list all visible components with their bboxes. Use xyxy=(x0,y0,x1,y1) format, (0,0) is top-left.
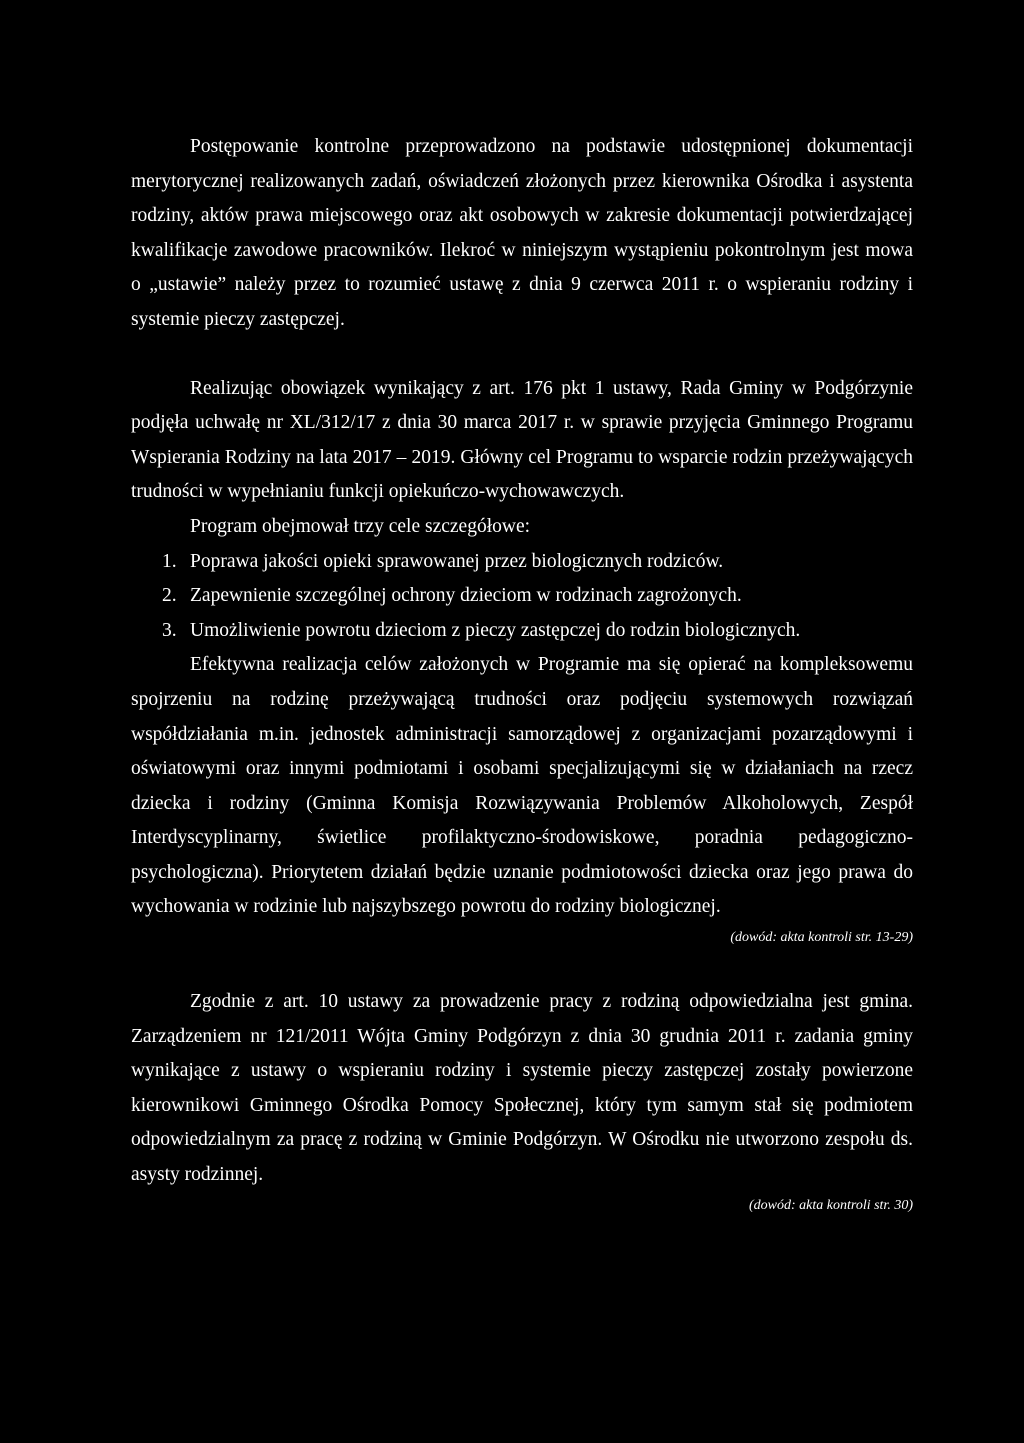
goal-text: Umożliwienie powrotu dzieciom z pieczy zastępczej do rodzin biologicznych. xyxy=(190,619,801,641)
document-page xyxy=(131,130,913,1219)
evidence-reference-2: (dowód: akta kontroli str. 30) xyxy=(749,1197,913,1213)
goal-text: Zapewnienie szczególnej ochrony dzieciom w rodzinach zagrożonych. xyxy=(190,585,742,607)
goal-number: 3. xyxy=(162,619,177,641)
goal-item xyxy=(131,579,913,614)
goal-item xyxy=(131,545,913,580)
goals-list xyxy=(131,545,913,649)
paragraph-family-work: Zgodnie z art. 10 ustawy za prowadzenie pracy z rodziną odpowiedzialna jest gmina. Zarządzeniem nr 121/2011 Wójta Gminy Podgórzyn z dnia 30 grudnia 2011 r. zadania gminy wynikające z ustawy o wspieraniu rodziny i systemie pieczy zastępczej zostały powierzone kierownikowi Gminnego Ośrodka Pomocy Społecznej, który tym samym stał się podmiotem odpowiedzialnym za pracę z rodziną w Gminie Podgórzyn. W Ośrodku nie utworzono zespołu ds. asysty rodzinnej. xyxy=(131,991,913,1186)
goals-lead: Program obejmował trzy cele szczegółowe: xyxy=(190,515,531,537)
goal-item xyxy=(131,614,913,649)
paragraph-program-resolution: Realizując obowiązek wynikający z art. 176 pkt 1 ustawy, Rada Gminy w Podgórzynie podjęła uchwałę nr XL/312/17 z dnia 30 marca 2017 r. w sprawie przyjęcia Gminnego Programu Wspierania Rodziny na lata 2017 – 2019. Główny cel Programu to wsparcie rodzin przeżywających trudności w wypełnianiu funkcji opiekuńczo-wychowawczych. xyxy=(131,377,913,503)
paragraph-control-basis: Postępowanie kontrolne przeprowadzono na podstawie udostępnionej dokumentacji merytorycznej realizowanych zadań, oświadczeń złożonych przez kierownika Ośrodka i asystenta rodziny, aktów prawa miejscowego oraz akt osobowych w zakresie dokumentacji potwierdzającej kwalifikacje zawodowe pracowników. Ilekroć w niniejszym wystąpieniu pokontrolnym jest mowa o „ustawie” należy przez to rozumieć ustawę z dnia 9 czerwca 2011 r. o wspieraniu rodziny i systemie pieczy zastępczej. xyxy=(131,136,913,330)
goal-number: 2. xyxy=(162,585,177,607)
paragraph-program-realization: Efektywna realizacja celów założonych w Programie ma się opierać na kompleksowemu spojrzeniu na rodzinę przeżywającą trudności oraz podjęciu systemowych rozwiązań współdziałania m.in. jednostek administracji samorządowej z organizacjami pozarządowymi i oświatowymi oraz innymi podmiotami i osobami specjalizującymi się w działaniach na rzecz dziecka i rodziny (Gminna Komisja Rozwiązywania Problemów Alkoholowych, Zespół Interdyscyplinarny, świetlice profilaktyczno-środowiskowe, poradnia pedagogiczno-psychologiczna). Priorytetem działań będzie uznanie podmiotowości dziecka oraz jego prawa do wychowania w rodzinie lub najszybszego powrotu do rodziny biologicznej. xyxy=(131,654,913,918)
evidence-reference-1: (dowód: akta kontroli str. 13-29) xyxy=(730,930,913,946)
goal-text: Poprawa jakości opieki sprawowanej przez biologicznych rodziców. xyxy=(190,550,724,572)
goal-number: 1. xyxy=(162,550,177,572)
